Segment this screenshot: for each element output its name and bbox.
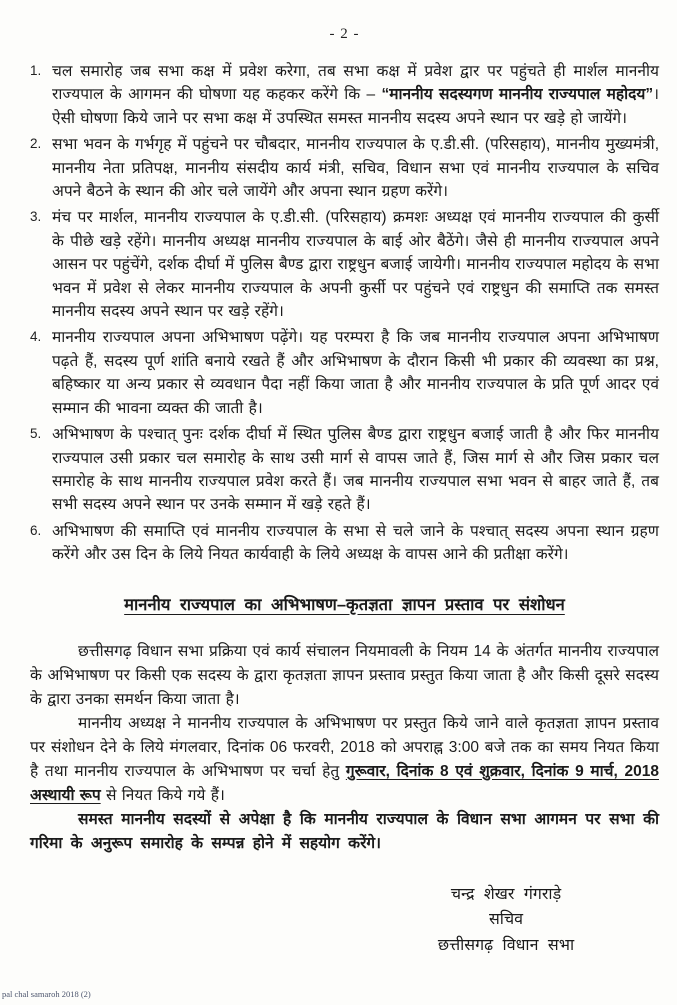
list-item bbox=[30, 423, 659, 517]
page-number: - 2 - bbox=[329, 26, 360, 42]
paragraph: समस्त माननीय सदस्यों से अपेक्षा है कि माननीय राज्यपाल के विधान सभा आगमन पर सभा की गरिमा के अनुरूप समारोह के सम्पन्न होने में सहयोग करेंगे। bbox=[30, 810, 659, 852]
list-item-number: 5. bbox=[30, 426, 42, 442]
list-item-number: 1. bbox=[30, 63, 42, 78]
list-item-number: 2. bbox=[30, 136, 42, 152]
paragraph: माननीय अध्यक्ष ने माननीय राज्यपाल के अभिभाषण पर प्रस्तुत किये जाने वाले कृतज्ञता ज्ञापन प्रस्ताव पर संशोधन देने के लिये मंगलवार, दिनांक 06 फरवरी, 2018 को अपराह्न 3:00 बजे तक का समय नियत किया है तथा माननीय राज्यपाल के अभिभाषण पर चर्चा हेतु गुरूवार, दिनांक 8 एवं शुक्रवार, दिनांक 9 मार्च, 2018 अस्थायी रूप से नियत किये गये हैं। bbox=[30, 714, 659, 804]
numbered-list bbox=[30, 60, 659, 567]
list-item-number: 4. bbox=[30, 329, 42, 345]
signatory-org: छत्तीसगढ़ विधान सभा bbox=[437, 936, 575, 954]
list-item-number: 6. bbox=[30, 522, 42, 538]
list-item bbox=[30, 206, 659, 323]
list-item bbox=[30, 326, 659, 420]
list-item bbox=[30, 133, 659, 203]
list-item-text: अभिभाषण की समाप्ति एवं माननीय राज्यपाल के सभा से चले जाने के पश्चात् सदस्य अपना स्थान ग्रहण करेंगे और उस दिन के लिये नियत कार्यवाही के लिये अध्यक्ष के वापस आने की प्रतीक्षा करेंगे। bbox=[52, 522, 659, 564]
list-item bbox=[30, 60, 659, 130]
section-heading: माननीय राज्यपाल का अभिभाषण–कृतज्ञता ज्ञापन प्रस्ताव पर संशोधन bbox=[124, 595, 565, 614]
list-item-text: सभा भवन के गर्भगृह में पहुंचने पर चौबदार, माननीय राज्यपाल के ए.डी.सी. (परिसहाय), माननीय मुख्यमंत्री, माननीय नेता प्रतिपक्ष, माननीय संसदीय कार्य मंत्री, सचिव, विधान सभा एवं माननीय राज्यपाल के सचिव अपने बैठने के स्थान की ओर चले जायेंगे और अपना स्थान ग्रहण करेंगे। bbox=[52, 136, 659, 201]
list-item-text: माननीय राज्यपाल अपना अभिभाषण पढ़ेंगे। यह परम्परा है कि जब माननीय राज्यपाल अपना अभिभाषण पढ़ते हैं, सदस्य पूर्ण शांति बनाये रखते हैं और अभिभाषण के दौरान किसी भी प्रकार की व्यवस्था का प्रश्न, बहिष्कार या अन्य प्रकार से व्यवधान पैदा नहीं किया जाता है और माननीय राज्यपाल के प्रति पूर्ण आदर एवं सम्मान की भावना व्यक्त की जाती है। bbox=[52, 329, 659, 417]
list-item-text: चल समारोह जब सभा कक्ष में प्रवेश करेगा, तब सभा कक्ष में प्रवेश द्वार पर पहुंचते ही मार्शल माननीय राज्यपाल के आगमन की घोषणा यह कहकर करेंगे कि – “माननीय सदस्यगण माननीय राज्यपाल महोदय”। ऐसी घोषणा किये जाने पर सभा कक्ष में उपस्थित समस्त माननीय सदस्य अपने स्थान पर खड़े हो जायेंगे। bbox=[52, 63, 659, 127]
signatory-title: सचिव bbox=[488, 911, 524, 929]
signatory-name: चन्द्र शेखर गंगराड़े bbox=[450, 885, 562, 903]
paragraph: छत्तीसगढ़ विधान सभा प्रक्रिया एवं कार्य संचालन नियमावली के नियम 14 के अंतर्गत माननीय राज्यपाल के अभिभाषण पर किसी एक सदस्य के द्वारा कृतज्ञता ज्ञापन प्रस्ताव प्रस्तुत किया जाता है और किसी दूसरे सदस्य के द्वारा उनका समर्थन किया जाता है। bbox=[30, 642, 659, 708]
list-item bbox=[30, 520, 659, 567]
footer-note: pal chal samaroh 2018 (2) bbox=[2, 989, 91, 999]
list-item-text: अभिभाषण के पश्चात् पुनः दर्शक दीर्घा में स्थित पुलिस बैण्ड द्वारा राष्ट्रधुन बजाई जाती है और फिर माननीय राज्यपाल उसी प्रकार चल समारोह के साथ उसी मार्ग से वापस जाते हैं, जिस मार्ग से और जिस प्रकार चल समारोह के साथ माननीय राज्यपाल प्रवेश करते हैं। जब माननीय राज्यपाल सभा भवन से बाहर जाते हैं, तब सभी सदस्य अपने स्थान पर उनके सम्मान में खड़े रहते हैं। bbox=[52, 426, 659, 514]
signature-block bbox=[411, 882, 601, 959]
list-item-text: मंच पर मार्शल, माननीय राज्यपाल के ए.डी.सी. (परिसहाय) क्रमशः अध्यक्ष एवं माननीय राज्यपाल की कुर्सी के पीछे खड़े रहेंगे। माननीय अध्यक्ष माननीय राज्यपाल के बाई ओर बैठेंगे। जैसे ही माननीय राज्यपाल अपने आसन पर पहुंचेंगे, दर्शक दीर्घा में पुलिस बैण्ड द्वारा राष्ट्रधुन बजाई जायेगी। माननीय राज्यपाल महोदय के सभा भवन में प्रवेश से लेकर माननीय राज्यपाल के अपनी कुर्सी पर पहुंचने एवं राष्ट्रधुन की समाप्ति तक समस्त माननीय सदस्य अपने स्थान पर खड़े रहेंगे। bbox=[52, 209, 659, 321]
list-item-number: 3. bbox=[30, 209, 42, 225]
